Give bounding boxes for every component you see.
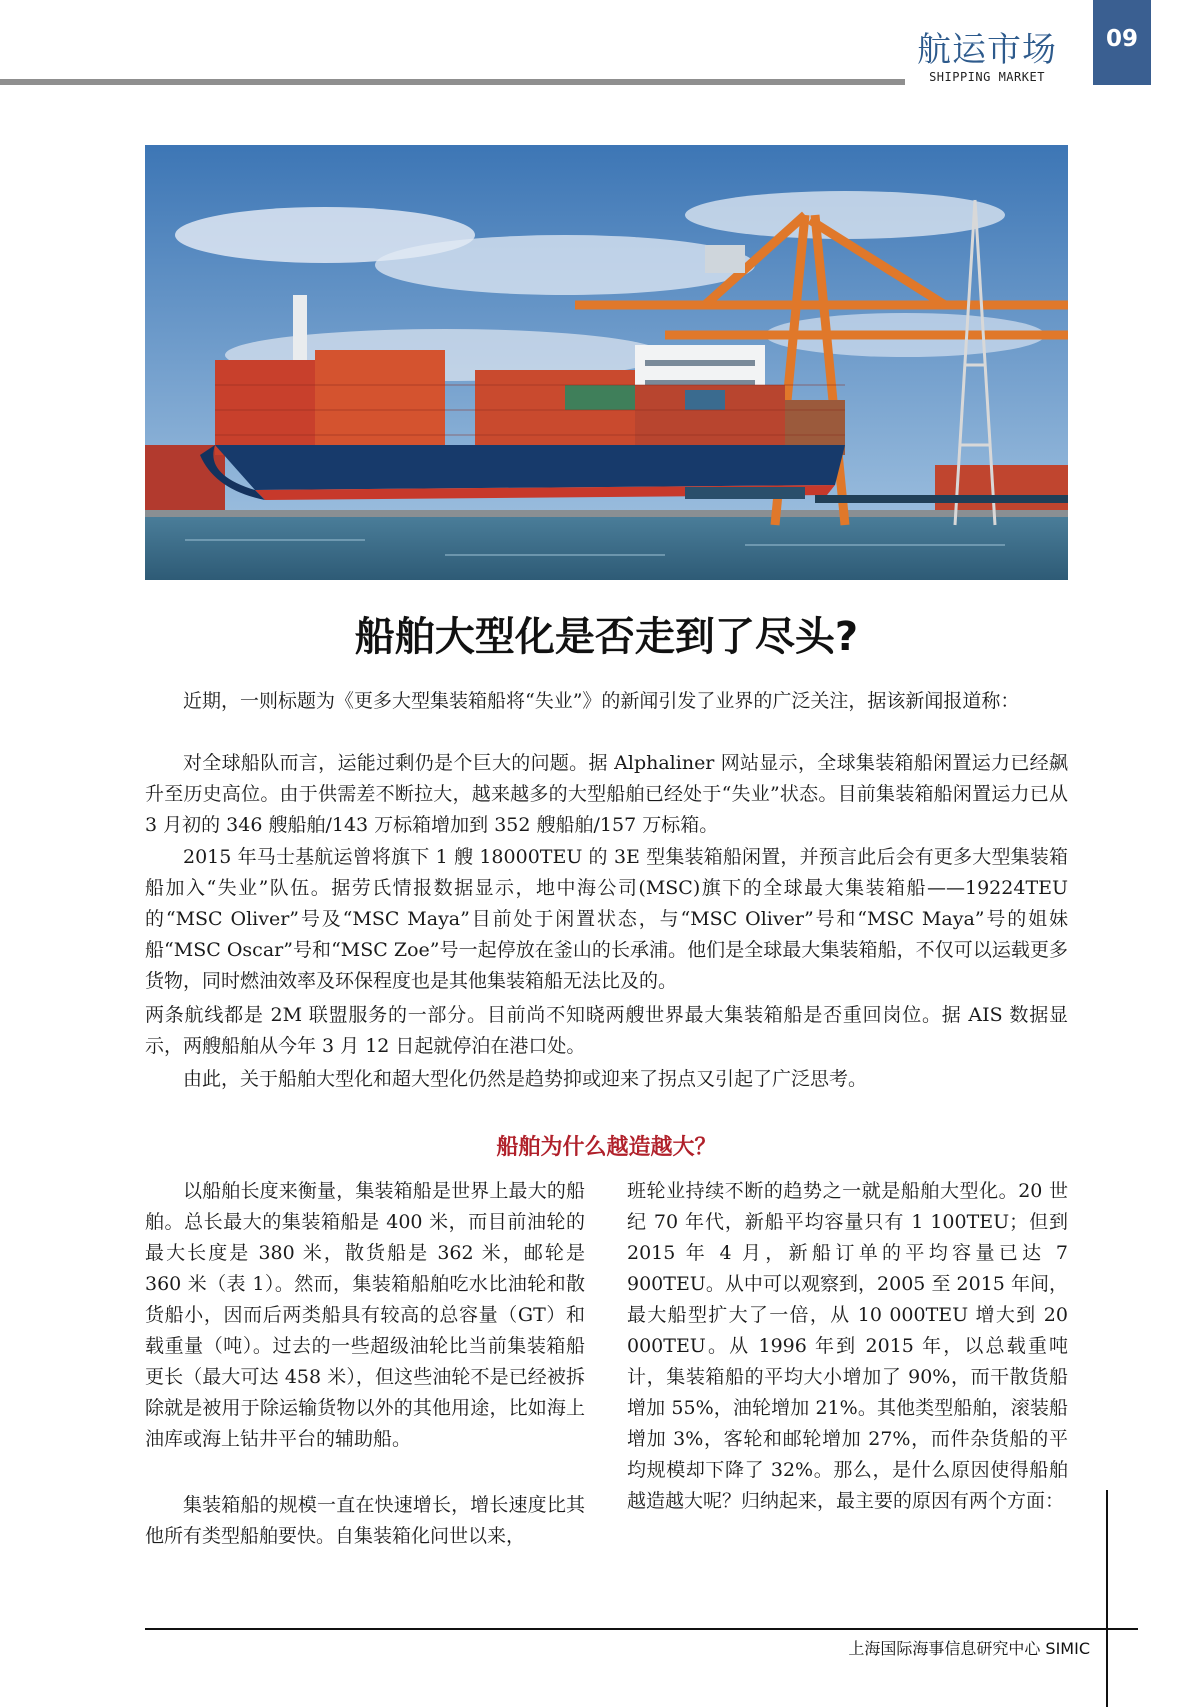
section-title: 航运市场 bbox=[917, 30, 1057, 70]
intro-paragraph-5: 由此，关于船舶大型化和超大型化仍然是趋势抑或迎来了拐点又引起了广泛思考。 bbox=[183, 1068, 868, 1090]
intro-paragraph-1: 近期，一则标题为《更多大型集装箱船将“失业”》的新闻引发了业界的广泛关注，据该新闻报道称： bbox=[183, 690, 1020, 712]
section-subtitle: SHIPPING MARKET bbox=[929, 70, 1045, 84]
left-column-paragraph-2: 集装箱船的规模一直在快速增长，增长速度比其他所有类型船舶要快。自集装箱化问世以来， bbox=[145, 1494, 585, 1547]
left-column-paragraph-1: 以船舶长度来衡量，集装箱船是世界上最大的船舶。总长最大的集装箱船是 400 米，而目前油轮的最大长度是 380 米，散货船是 362 米，邮轮是 360 米（表 1）。然而，集装箱船舶吃水比油轮和散货船小，因而后两类船具有较高的总容量（GT）和载重量（吨）。过去的一些超级油轮比当前集装箱船更长（最大可达 458 米），但这些油轮不是已经被拆除就是被用于除运输货物以外的其他用途，比如海上油库或海上钻井平台的辅助船。 bbox=[145, 1180, 585, 1450]
page-number: 09 bbox=[1105, 26, 1138, 52]
intro-paragraph-3: 2015 年马士基航运曾将旗下 1 艘 18000TEU 的 3E 型集装箱船闲置，并预言此后会有更多大型集装箱船加入“失业”队伍。据劳氏情报数据显示，地中海公司(MSC)旗下的全球最大集装箱船——19224TEU 的“MSC Oliver”号及“MSC Maya”目前处于闲置状态，与“MSC Oliver”号和“MSC Maya”号的姐妹船“MSC Oscar”号和“MSC Zoe”号一起停放在釜山的长承浦。他们是全球最大集装箱船，不仅可以运载更多货物，同时燃油效率及环保程度也是其他集装箱船无法比及的。 bbox=[145, 846, 1068, 992]
container-ship-photo-icon bbox=[145, 145, 1068, 580]
intro-paragraph-4: 两条航线都是 2M 联盟服务的一部分。目前尚不知晓两艘世界最大集装箱船是否重回岗位。据 AIS 数据显示，两艘船舶从今年 3 月 12 日起就停泊在港口处。 bbox=[145, 1004, 1068, 1057]
section-heading: 船舶为什么越造越大？ bbox=[496, 1135, 717, 1160]
footer-vertical-rule bbox=[1106, 1490, 1108, 1707]
header-rule bbox=[0, 79, 905, 85]
intro-paragraph-2: 对全球船队而言，运能过剩仍是个巨大的问题。据 Alphaliner 网站显示，全球集装箱船闲置运力已经飙升至历史高位。由于供需差不断拉大，越来越多的大型船舶已经处于“失业”状态。目前集装箱船闲置运力已从 3 月初的 346 艘船舶/143 万标箱增加到 352 艘船舶/157 万标箱。 bbox=[145, 752, 1068, 836]
footer-rule bbox=[145, 1628, 1138, 1630]
article-title: 船舶大型化是否走到了尽头? bbox=[354, 614, 859, 660]
right-column-paragraph-1: 班轮业持续不断的趋势之一就是船舶大型化。20 世纪 70 年代，新船平均容量只有 1 100TEU；但到 2015 年 4 月，新船订单的平均容量已达 7 900TEU。从中可以观察到，2005 至 2015 年间，最大船型扩大了一倍，从 10 000TEU 增大到 20 000TEU。从 1996 年到 2015 年，以总载重吨计，集装箱船的平均大小增加了 90%，而干散货船增加 55%，油轮增加 21%。其他类型船舶，滚装船增加 3%，客轮和邮轮增加 27%，而件杂货船的平均规模却下降了 32%。那么，是什么原因使得船舶越造越大呢？归纳起来，最主要的原因有两个方面： bbox=[627, 1180, 1068, 1512]
footer-publisher: 上海国际海事信息研究中心 SIMIC bbox=[848, 1639, 1090, 1658]
